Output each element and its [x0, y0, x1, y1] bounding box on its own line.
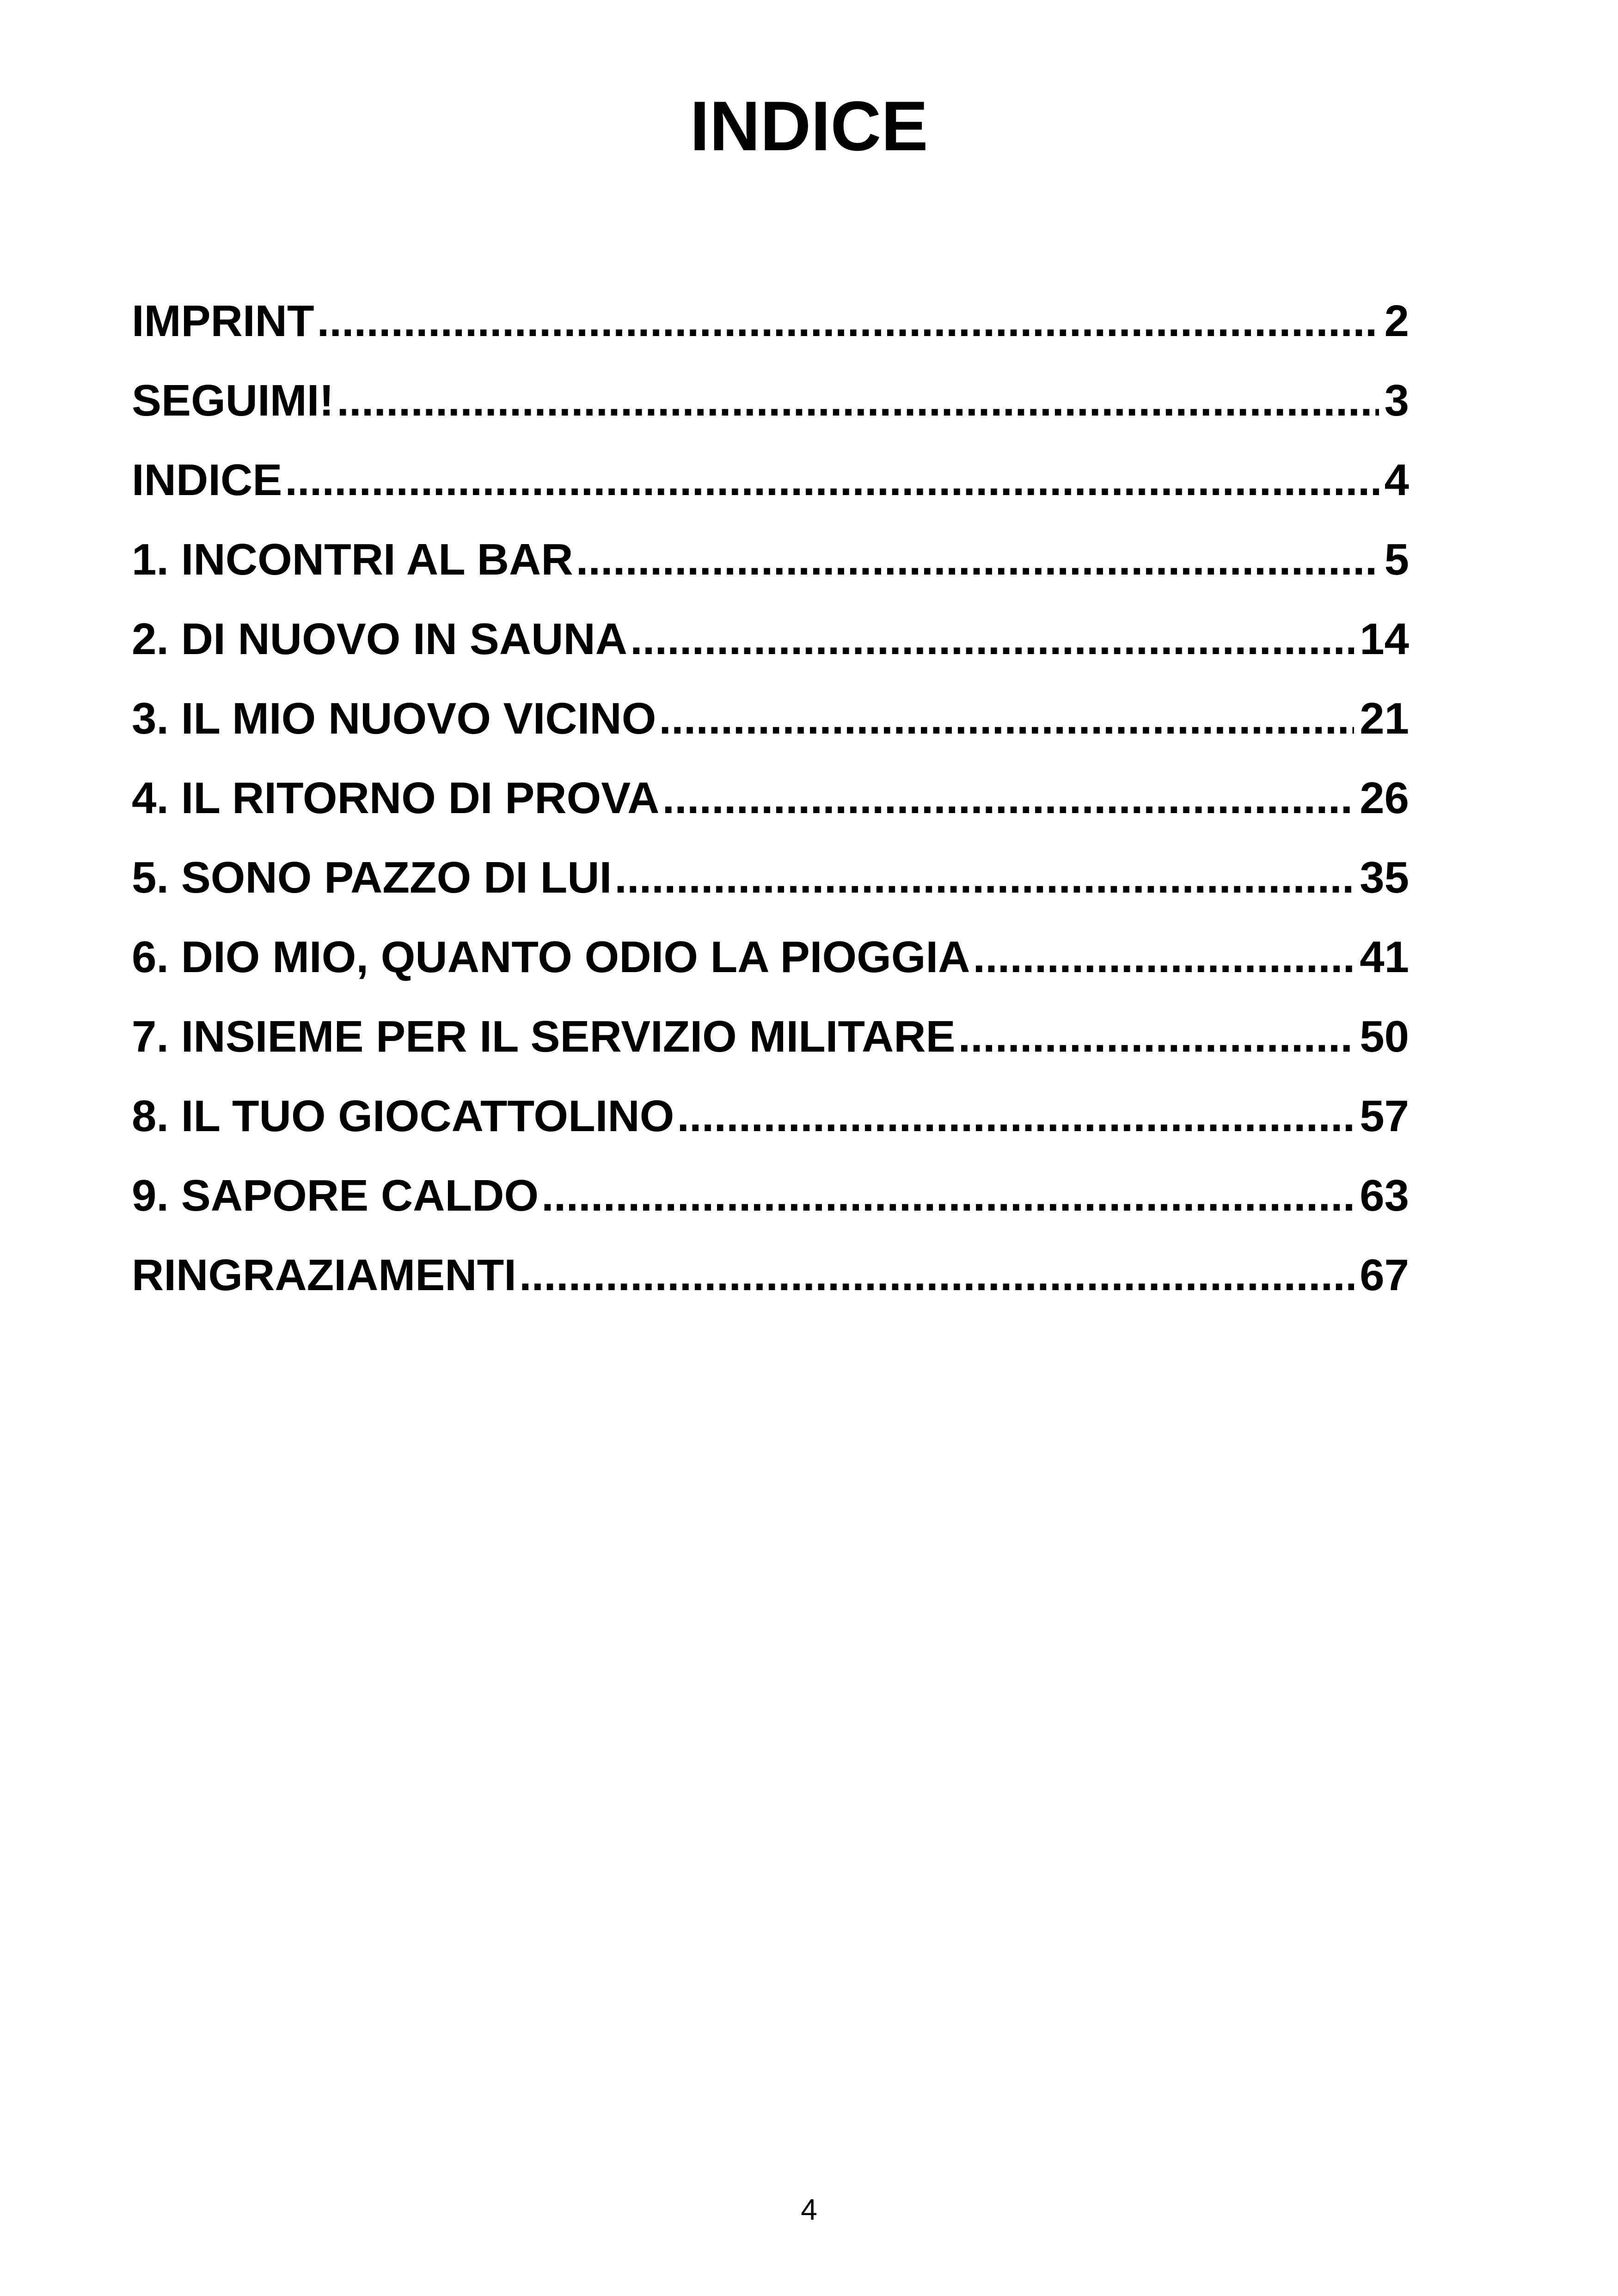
- toc-entry-imprint[interactable]: [132, 287, 1409, 366]
- dot-leader: [519, 1241, 1354, 1310]
- toc-entry-title: 2. DI NUOVO IN SAUNA: [132, 614, 628, 664]
- dot-leader: [659, 684, 1354, 753]
- toc-entry-page: 21: [1360, 694, 1409, 743]
- toc-entry-page: 2: [1384, 296, 1409, 346]
- toc-entry-title: 6. DIO MIO, QUANTO ODIO LA PIOGGIA: [132, 932, 970, 982]
- toc-entry-page: 26: [1360, 773, 1409, 823]
- dot-leader: [317, 287, 1379, 356]
- toc-entry-title: 3. IL MIO NUOVO VICINO: [132, 694, 656, 743]
- toc-entry-chapter-7[interactable]: [132, 1002, 1409, 1082]
- toc-entry-title: RINGRAZIAMENTI: [132, 1250, 516, 1300]
- toc-entry-indice[interactable]: [132, 446, 1409, 525]
- toc-entry-chapter-6[interactable]: [132, 923, 1409, 1002]
- dot-leader: [614, 843, 1354, 912]
- toc-entry-page: 63: [1360, 1171, 1409, 1220]
- toc-entry-ringraziamenti[interactable]: [132, 1241, 1409, 1320]
- toc-entry-title: SEGUIMI!: [132, 376, 334, 425]
- dot-leader: [958, 1002, 1354, 1071]
- toc-entry-chapter-1[interactable]: [132, 525, 1409, 605]
- dot-leader: [677, 1082, 1354, 1151]
- toc-entry-chapter-5[interactable]: [132, 843, 1409, 923]
- toc-entry-chapter-4[interactable]: [132, 764, 1409, 843]
- dot-leader: [576, 525, 1379, 594]
- toc-entry-page: 35: [1360, 853, 1409, 902]
- toc-entry-title: IMPRINT: [132, 296, 314, 346]
- toc-entry-chapter-9[interactable]: [132, 1161, 1409, 1241]
- dot-leader: [662, 764, 1354, 833]
- dot-leader: [541, 1161, 1354, 1231]
- toc-entry-title: 5. SONO PAZZO DI LUI: [132, 853, 612, 902]
- toc-entry-page: 5: [1384, 535, 1409, 584]
- toc-entry-title: 8. IL TUO GIOCATTOLINO: [132, 1091, 674, 1141]
- toc-entry-page: 50: [1360, 1012, 1409, 1061]
- page-title: INDICE: [690, 87, 928, 165]
- toc-entry-page: 41: [1360, 932, 1409, 982]
- toc-entry-title: 9. SAPORE CALDO: [132, 1171, 539, 1220]
- toc-entry-page: 14: [1360, 614, 1409, 664]
- toc-entry-title: INDICE: [132, 455, 282, 505]
- toc-entry-page: 67: [1360, 1250, 1409, 1300]
- page-number: 4: [801, 2193, 817, 2226]
- toc-entry-title: 4. IL RITORNO DI PROVA: [132, 773, 660, 823]
- toc-entry-page: 57: [1360, 1091, 1409, 1141]
- toc-entry-title: 1. INCONTRI AL BAR: [132, 535, 573, 584]
- toc-entry-title: 7. INSIEME PER IL SERVIZIO MILITARE: [132, 1012, 956, 1061]
- toc-entry-page: 3: [1384, 376, 1409, 425]
- toc-entry-chapter-3[interactable]: [132, 684, 1409, 764]
- toc-entry-page: 4: [1384, 455, 1409, 505]
- dot-leader: [337, 366, 1379, 435]
- dot-leader: [285, 446, 1379, 515]
- dot-leader: [973, 923, 1354, 992]
- dot-leader: [630, 605, 1354, 674]
- toc-entry-seguimi[interactable]: [132, 366, 1409, 446]
- toc-entry-chapter-8[interactable]: [132, 1082, 1409, 1161]
- toc-entry-chapter-2[interactable]: [132, 605, 1409, 684]
- table-of-contents: [132, 287, 1409, 1320]
